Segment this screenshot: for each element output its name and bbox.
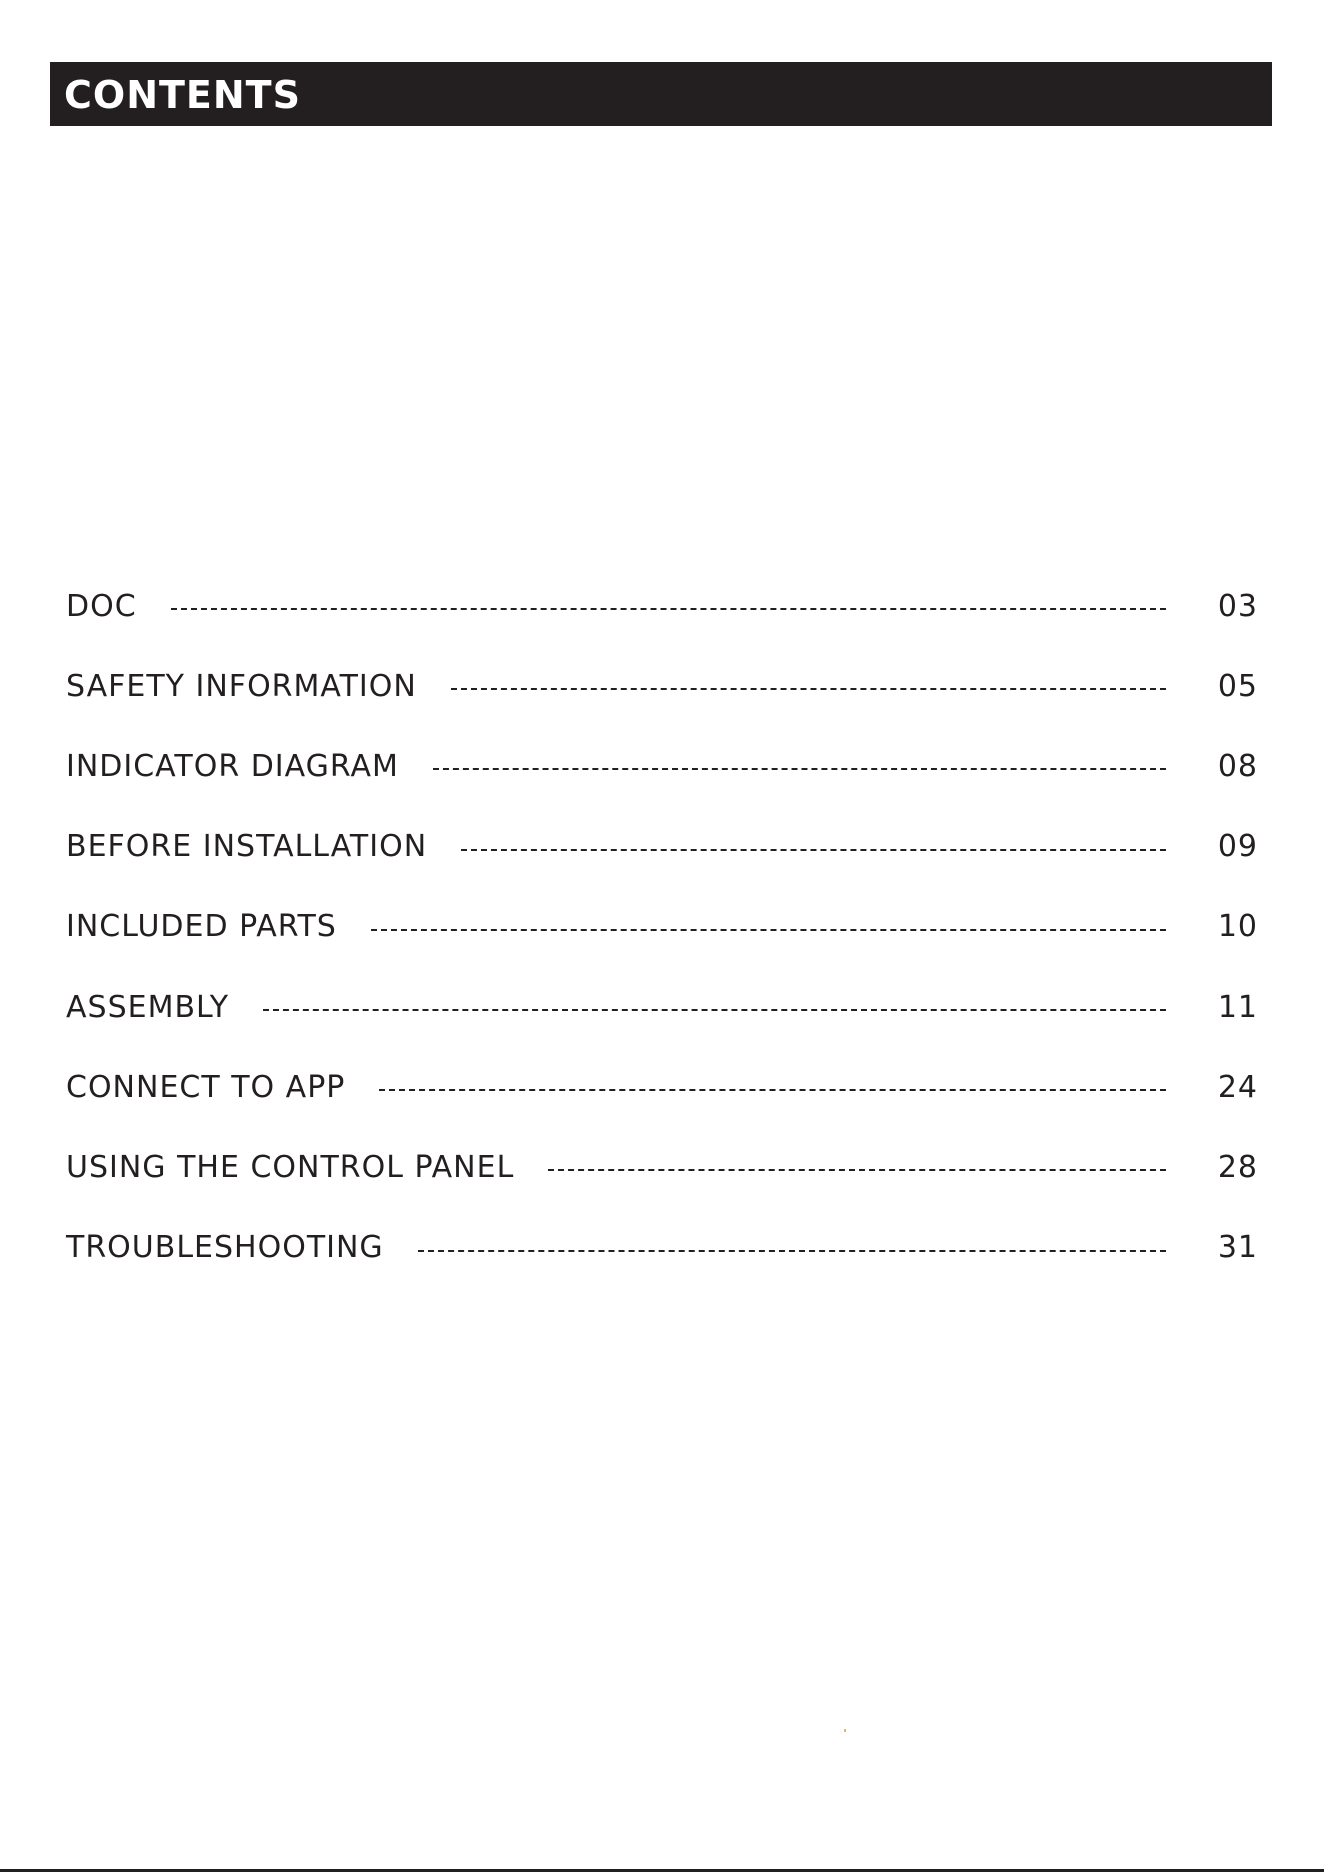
toc-entry-title: TROUBLESHOOTING [66, 1230, 384, 1266]
toc-entry-safety-information[interactable] [66, 646, 1258, 726]
toc-entry-doc[interactable] [66, 566, 1258, 646]
toc-entry-page-number: 09 [1217, 829, 1258, 865]
dotted-leader [371, 929, 1166, 931]
toc-entry-title: CONNECT TO APP [66, 1069, 346, 1105]
toc-entry-page-number: 05 [1217, 668, 1258, 704]
toc-entry-title: ASSEMBLY [66, 989, 230, 1025]
toc-entry-title: SAFETY INFORMATION [66, 668, 417, 704]
toc-entry-troubleshooting[interactable] [66, 1208, 1258, 1288]
dotted-leader [418, 1250, 1166, 1252]
toc-entry-title: USING THE CONTROL PANEL [66, 1149, 515, 1185]
toc-entry-before-installation[interactable] [66, 807, 1258, 887]
table-of-contents [66, 566, 1258, 1288]
dotted-leader [379, 1089, 1166, 1091]
toc-entry-included-parts[interactable] [66, 887, 1258, 967]
toc-entry-using-the-control-panel[interactable] [66, 1127, 1258, 1207]
toc-entry-title: DOC [66, 588, 137, 624]
print-speck [844, 1729, 846, 1732]
contents-header-bar [50, 62, 1272, 126]
dotted-leader [548, 1169, 1166, 1171]
toc-entry-page-number: 08 [1217, 748, 1258, 784]
toc-entry-title: BEFORE INSTALLATION [66, 829, 428, 865]
toc-entry-title: INCLUDED PARTS [66, 909, 337, 945]
toc-entry-page-number: 28 [1217, 1149, 1258, 1185]
toc-entry-page-number: 31 [1217, 1230, 1258, 1266]
toc-entry-title: INDICATOR DIAGRAM [66, 748, 399, 784]
toc-entry-page-number: 24 [1217, 1069, 1258, 1105]
dotted-leader [433, 768, 1166, 770]
toc-entry-page-number: 03 [1217, 588, 1258, 624]
dotted-leader [461, 849, 1166, 851]
toc-entry-connect-to-app[interactable] [66, 1047, 1258, 1127]
toc-entry-indicator-diagram[interactable] [66, 726, 1258, 806]
dotted-leader [451, 688, 1166, 690]
toc-entry-assembly[interactable] [66, 967, 1258, 1047]
dotted-leader [171, 608, 1166, 610]
dotted-leader [263, 1009, 1166, 1011]
page-title: CONTENTS [64, 73, 301, 117]
toc-entry-page-number: 11 [1217, 989, 1258, 1025]
toc-entry-page-number: 10 [1217, 909, 1258, 945]
